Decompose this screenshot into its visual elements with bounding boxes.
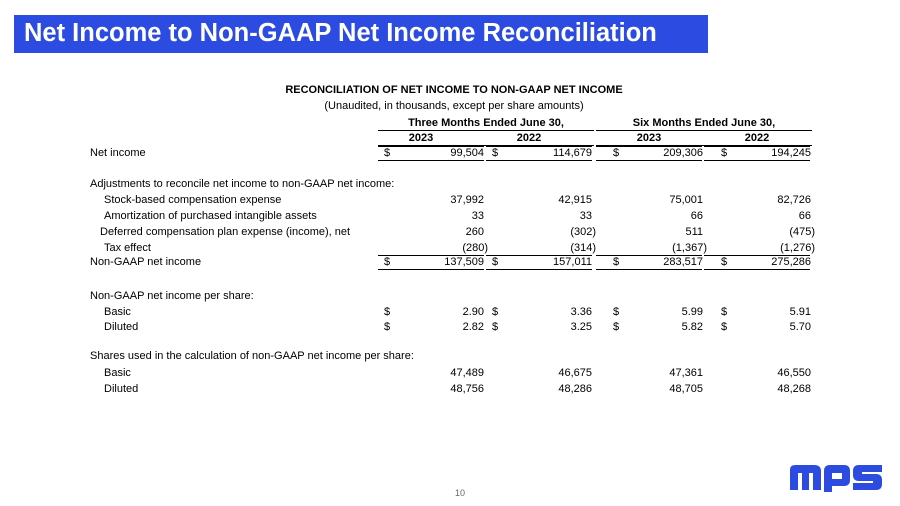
- row-label: Adjustments to reconcile net income to non-GAAP net income:: [90, 178, 395, 190]
- period-underline: [596, 130, 812, 131]
- row-label: Amortization of purchased intangible assets: [104, 210, 317, 222]
- cell-value: 47,361: [669, 367, 703, 379]
- table-row: [0, 210, 900, 224]
- cell-value: 99,504: [450, 147, 484, 159]
- cell-value: 66: [690, 210, 703, 222]
- cell-value: 275,286: [771, 256, 811, 268]
- cell-value: 82,726: [777, 194, 811, 206]
- cell-value: (302): [570, 226, 596, 238]
- cell-value: 2.90: [462, 306, 484, 318]
- cell-value: 75,001: [669, 194, 703, 206]
- row-label: Basic: [104, 306, 131, 318]
- currency-symbol: $: [721, 306, 728, 318]
- cell-border-bottom: [378, 160, 484, 161]
- cell-border-top: [704, 146, 810, 147]
- year-header: 2023: [636, 132, 662, 144]
- cell-value: 66: [798, 210, 811, 222]
- cell-value: (280): [462, 242, 488, 254]
- year-header: 2022: [744, 132, 770, 144]
- cell-value: 46,675: [558, 367, 592, 379]
- cell-value: 37,992: [450, 194, 484, 206]
- currency-symbol: $: [492, 256, 499, 268]
- cell-value: 3.36: [570, 306, 592, 318]
- cell-value: 137,509: [444, 256, 484, 268]
- cell-border-bottom: [486, 160, 592, 161]
- cell-border-top: [378, 146, 484, 147]
- cell-value: 260: [465, 226, 484, 238]
- cell-border-top: [486, 146, 592, 147]
- table-row: [0, 383, 900, 397]
- cell-value: 194,245: [771, 147, 811, 159]
- table-row: [0, 290, 900, 304]
- row-label: Non-GAAP net income per share:: [90, 290, 254, 302]
- cell-border-bottom: [596, 269, 702, 270]
- table-row: [0, 321, 900, 335]
- row-label: Shares used in the calculation of non-GAAP net income per share:: [90, 350, 414, 362]
- cell-value: 3.25: [570, 321, 592, 333]
- cell-value: 5.91: [789, 306, 811, 318]
- row-label: Diluted: [104, 321, 139, 333]
- cell-value: 5.82: [681, 321, 703, 333]
- currency-symbol: $: [384, 147, 391, 159]
- table-title: RECONCILIATION OF NET INCOME TO NON-GAAP NET INCOME: [285, 84, 623, 96]
- cell-value: (1,276): [780, 242, 815, 254]
- cell-value: 209,306: [663, 147, 703, 159]
- cell-value: 157,011: [553, 256, 592, 268]
- row-label: Basic: [104, 367, 131, 379]
- year-header: 2022: [516, 132, 542, 144]
- cell-value: (1,367): [672, 242, 707, 254]
- cell-value: 511: [685, 226, 703, 238]
- table-subtitle: (Unaudited, in thousands, except per share amounts): [324, 100, 584, 112]
- cell-border-top: [486, 255, 592, 256]
- currency-symbol: $: [613, 147, 620, 159]
- row-label: Deferred compensation plan expense (income), net: [100, 226, 351, 238]
- table-row: [0, 256, 900, 270]
- cell-value: 48,756: [450, 383, 484, 395]
- cell-border-top: [704, 255, 810, 256]
- slide-title: Net Income to Non-GAAP Net Income Reconciliation: [24, 19, 657, 47]
- cell-value: 114,679: [553, 147, 592, 159]
- currency-symbol: $: [721, 256, 728, 268]
- cell-value: 33: [471, 210, 484, 222]
- year-header: 2023: [408, 132, 434, 144]
- cell-value: 48,268: [777, 383, 811, 395]
- cell-value: (475): [789, 226, 815, 238]
- currency-symbol: $: [613, 256, 620, 268]
- row-label: Diluted: [104, 383, 139, 395]
- cell-border-bottom: [378, 269, 484, 270]
- cell-border-bottom: [596, 160, 702, 161]
- table-row: [0, 178, 900, 192]
- row-label: Stock-based compensation expense: [104, 194, 282, 206]
- cell-value: 33: [579, 210, 592, 222]
- slide-title-bar: [14, 15, 708, 53]
- cell-value: 2.82: [462, 321, 484, 333]
- row-label: Net income: [90, 147, 146, 159]
- currency-symbol: $: [384, 321, 391, 333]
- currency-symbol: $: [492, 321, 499, 333]
- table-row: [0, 226, 900, 240]
- cell-value: 48,705: [669, 383, 703, 395]
- cell-border-top: [378, 255, 484, 256]
- currency-symbol: $: [492, 147, 499, 159]
- cell-value: 46,550: [777, 367, 811, 379]
- cell-value: 283,517: [663, 256, 703, 268]
- currency-symbol: $: [492, 306, 499, 318]
- currency-symbol: $: [721, 147, 728, 159]
- page-number: 10: [454, 488, 465, 498]
- table-row: [0, 306, 900, 320]
- table-row: [0, 147, 900, 161]
- cell-value: 5.70: [789, 321, 811, 333]
- cell-border-bottom: [486, 269, 592, 270]
- currency-symbol: $: [384, 306, 391, 318]
- currency-symbol: $: [384, 256, 391, 268]
- currency-symbol: $: [613, 321, 620, 333]
- mps-logo: [788, 462, 884, 497]
- row-label: Non-GAAP net income: [90, 256, 202, 268]
- cell-value: 42,915: [558, 194, 592, 206]
- cell-border-top: [596, 146, 702, 147]
- table-row: [0, 350, 900, 364]
- cell-value: 47,489: [450, 367, 484, 379]
- table-row: [0, 194, 900, 208]
- cell-value: (314): [570, 242, 596, 254]
- cell-border-bottom: [704, 160, 810, 161]
- period-underline: [378, 130, 594, 131]
- cell-border-top: [596, 255, 702, 256]
- table-row: [0, 367, 900, 381]
- row-label: Tax effect: [104, 242, 151, 254]
- cell-border-bottom: [704, 269, 810, 270]
- period-header-three-months: Three Months Ended June 30,: [408, 117, 564, 129]
- cell-value: 48,286: [558, 383, 592, 395]
- table-row: [0, 242, 900, 256]
- mps-logo-icon: [788, 462, 884, 492]
- currency-symbol: $: [613, 306, 620, 318]
- currency-symbol: $: [721, 321, 728, 333]
- period-header-six-months: Six Months Ended June 30,: [632, 117, 776, 129]
- cell-value: 5.99: [681, 306, 703, 318]
